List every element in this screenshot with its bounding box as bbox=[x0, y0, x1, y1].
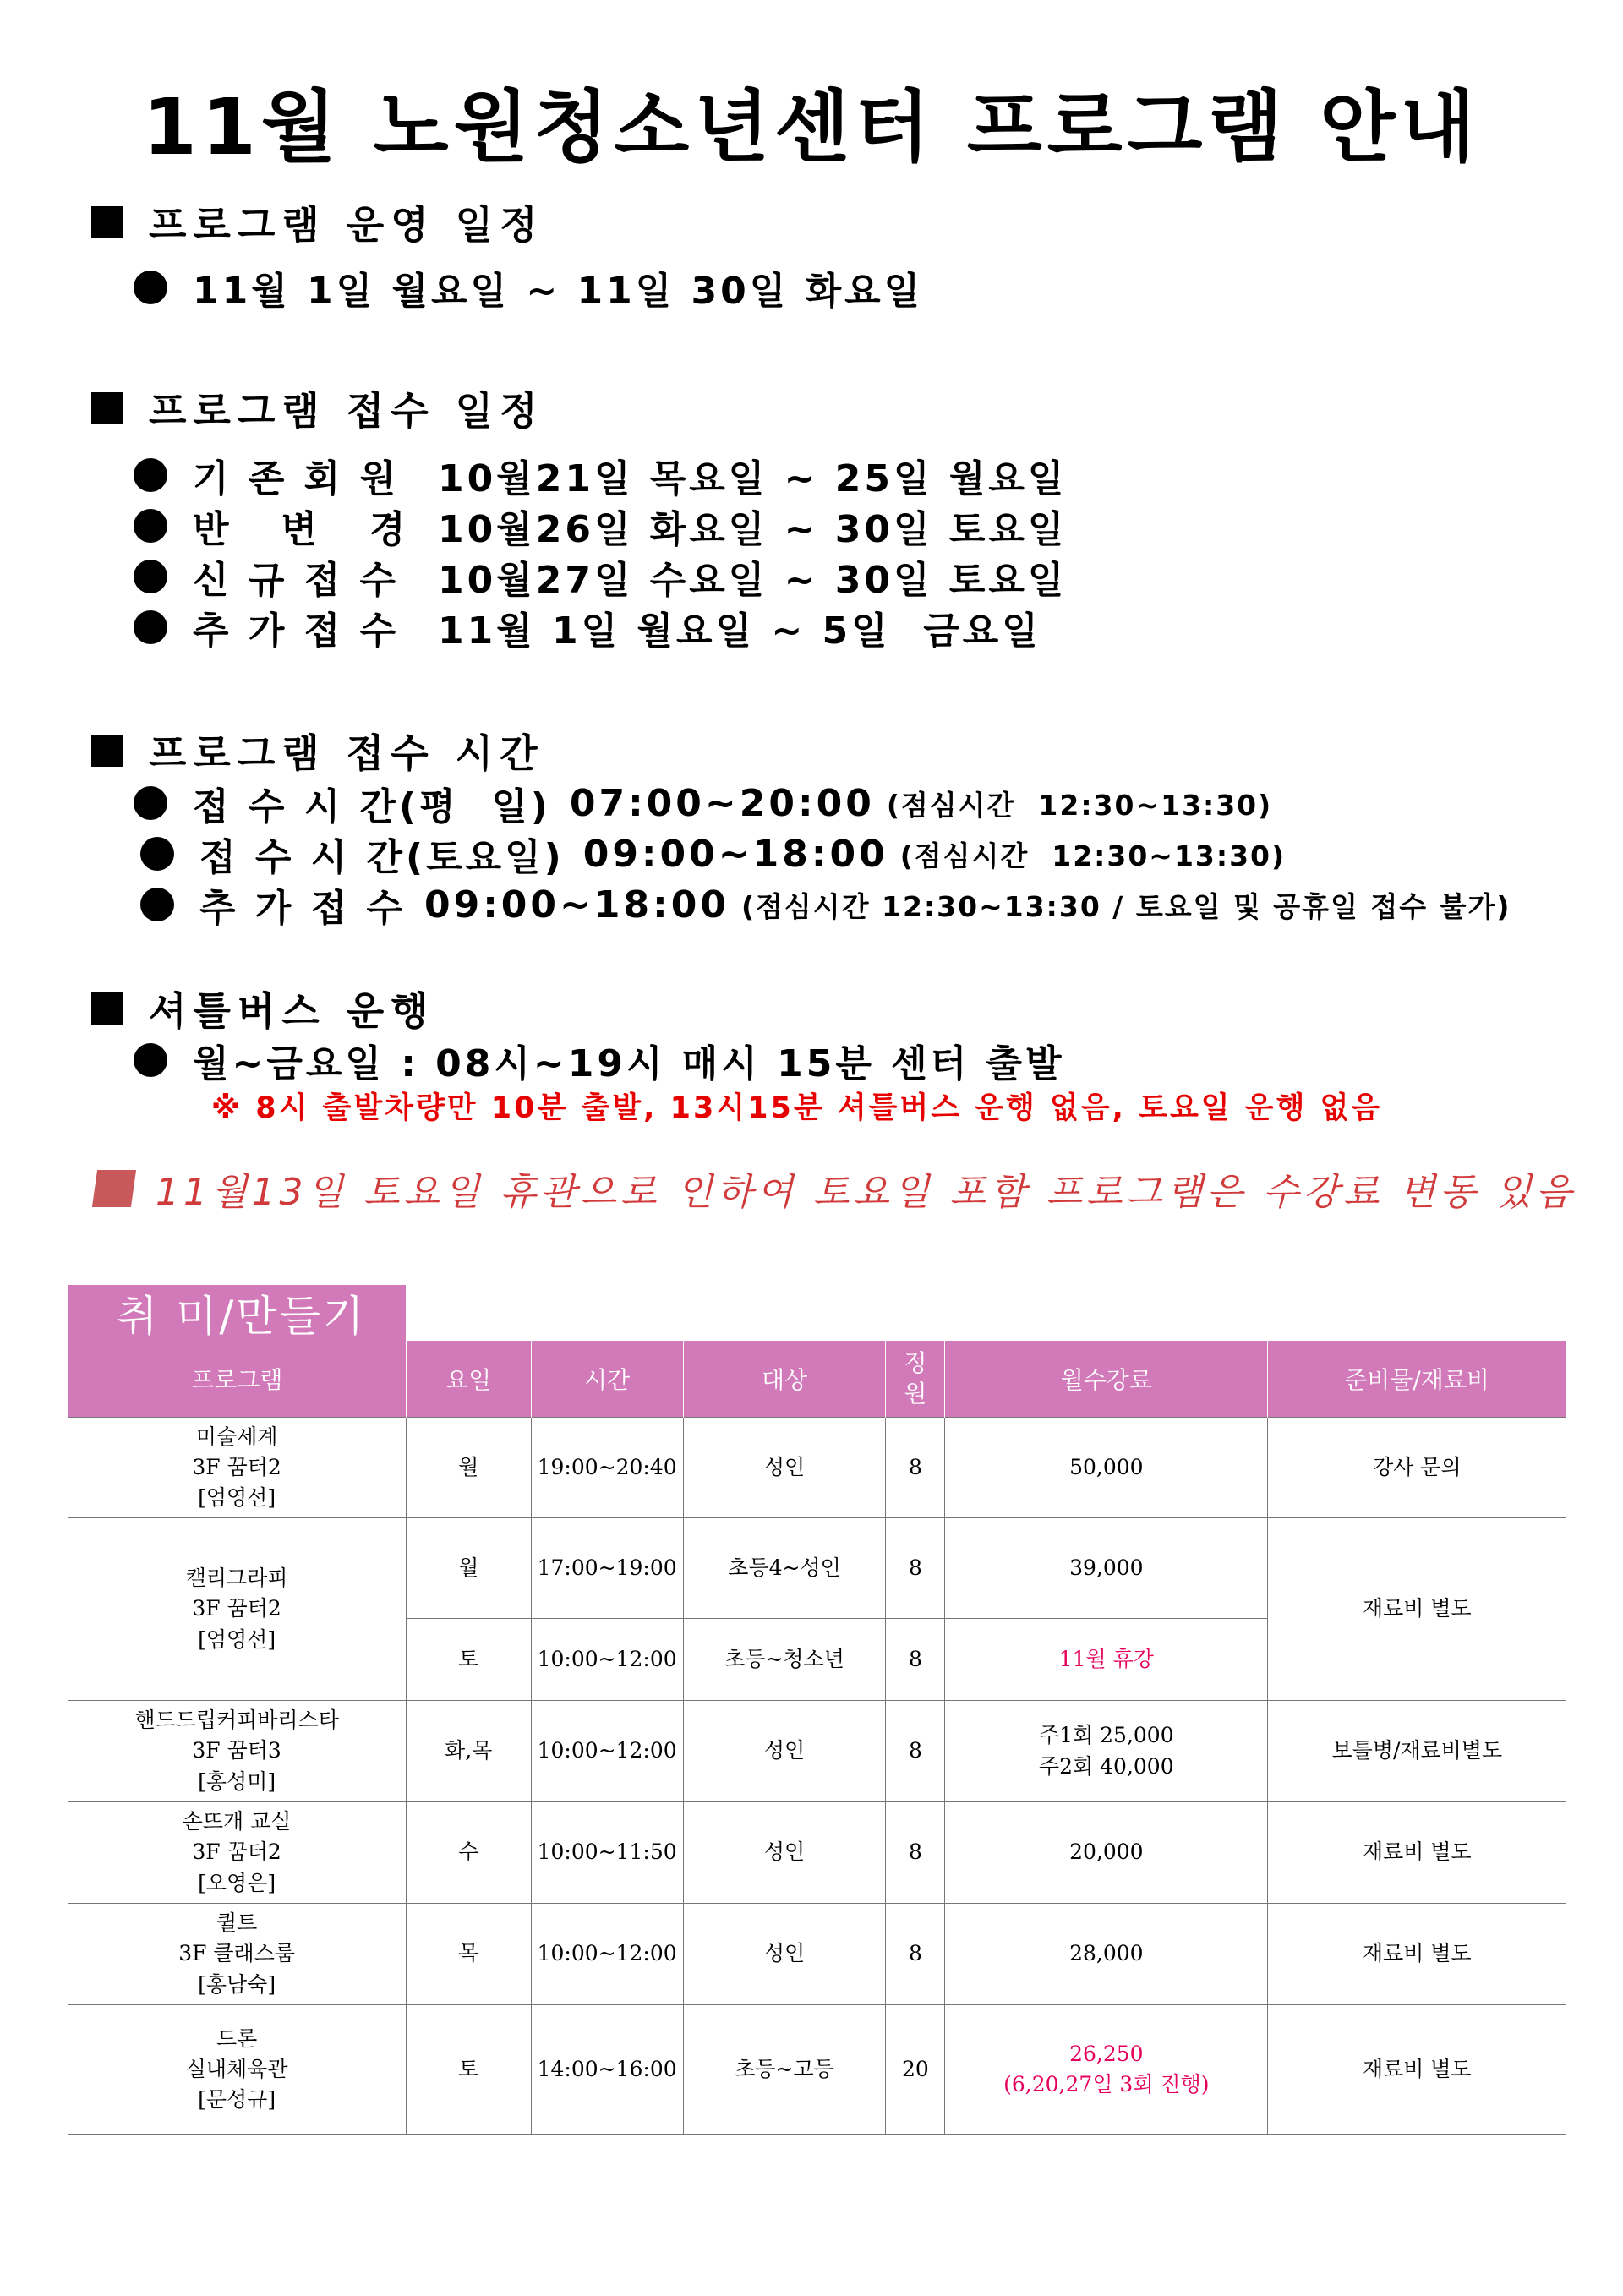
hours-label: 접 수 시 간(평 일) bbox=[193, 785, 551, 828]
cell-time: 10:00~12:00 bbox=[531, 1701, 683, 1802]
cell-day: 토 bbox=[406, 2005, 531, 2135]
square-bullet-icon bbox=[91, 392, 123, 424]
registration-value: 11월 1일 월요일 ~ 5일 금요일 bbox=[438, 610, 1041, 653]
cell-program: 캘리그라피 3F 꿈터2 [엄영선] bbox=[68, 1518, 407, 1701]
cell-program: 드론 실내체육관 [문성규] bbox=[68, 2005, 407, 2135]
hours-note: (점심시간 12:30~13:30) bbox=[899, 839, 1287, 872]
section-heading-shuttle bbox=[91, 981, 435, 1036]
cell-target: 초등~고등 bbox=[683, 2005, 886, 2135]
schedule-item bbox=[134, 260, 923, 314]
cell-program: 퀼트 3F 클래스룸 [홍남숙] bbox=[68, 1904, 407, 2005]
cell-day: 화,목 bbox=[406, 1701, 531, 1802]
cell-time: 10:00~11:50 bbox=[531, 1802, 683, 1904]
schedule-value: 11월 1일 월요일 ~ 11일 30일 화요일 bbox=[193, 270, 924, 313]
header-fee: 월수강료 bbox=[945, 1341, 1268, 1418]
header-materials: 준비물/재료비 bbox=[1268, 1341, 1566, 1418]
cell-program: 미술세계 3F 꿈터2 [엄영선] bbox=[68, 1418, 407, 1518]
cell-target: 성인 bbox=[683, 1418, 886, 1518]
cell-fee: 20,000 bbox=[945, 1802, 1268, 1904]
cell-materials: 보틀병/재료비별도 bbox=[1268, 1701, 1566, 1802]
circle-bullet-icon bbox=[140, 888, 174, 921]
square-bullet-icon bbox=[91, 992, 123, 1025]
cell-materials: 재료비 별도 bbox=[1268, 2005, 1566, 2135]
section-heading-text: 프로그램 접수 일정 bbox=[149, 388, 544, 434]
circle-bullet-icon bbox=[134, 271, 167, 304]
registration-value: 10월21일 목요일 ~ 25일 월요일 bbox=[438, 457, 1068, 500]
table-row bbox=[68, 1802, 1566, 1904]
circle-bullet-icon bbox=[134, 1043, 167, 1077]
cell-time: 17:00~19:00 bbox=[531, 1518, 683, 1619]
table-row bbox=[68, 1418, 1566, 1518]
cell-day: 토 bbox=[406, 1619, 531, 1701]
red-square-icon bbox=[92, 1170, 136, 1207]
circle-bullet-icon bbox=[134, 786, 167, 820]
section-heading-text: 프로그램 접수 시간 bbox=[149, 730, 544, 776]
table-row bbox=[68, 1904, 1566, 2005]
program-table bbox=[68, 1341, 1566, 2135]
cell-capacity: 8 bbox=[886, 1518, 945, 1619]
cell-day: 월 bbox=[406, 1418, 531, 1518]
circle-bullet-icon bbox=[134, 560, 167, 593]
registration-label: 기 존 회 원 bbox=[193, 457, 399, 500]
hours-value: 09:00~18:00 bbox=[424, 883, 730, 927]
square-bullet-icon bbox=[91, 206, 123, 238]
cell-fee: 39,000 bbox=[945, 1518, 1268, 1619]
header-program: 프로그램 bbox=[68, 1341, 407, 1418]
cell-materials: 재료비 별도 bbox=[1268, 1904, 1566, 2005]
registration-label: 반 변 경 bbox=[193, 508, 409, 551]
cell-day: 월 bbox=[406, 1518, 531, 1619]
registration-value: 10월27일 수요일 ~ 30일 토요일 bbox=[438, 559, 1068, 602]
hours-item bbox=[140, 877, 1511, 932]
cell-day: 수 bbox=[406, 1802, 531, 1904]
table-category-tab: 취 미/만들기 bbox=[68, 1285, 406, 1341]
cell-fee: 26,250 (6,20,27일 3회 진행) bbox=[945, 2005, 1268, 2135]
cell-target: 성인 bbox=[683, 1802, 886, 1904]
circle-bullet-icon bbox=[134, 509, 167, 543]
header-time: 시간 bbox=[531, 1341, 683, 1418]
section-heading-text: 셔틀버스 운행 bbox=[149, 988, 435, 1034]
circle-bullet-icon bbox=[134, 458, 167, 492]
section-heading-text: 프로그램 운영 일정 bbox=[149, 202, 544, 248]
hours-note: (점심시간 12:30~13:30) bbox=[886, 788, 1273, 822]
cell-capacity: 8 bbox=[886, 1418, 945, 1518]
holiday-notice bbox=[95, 1162, 1576, 1216]
circle-bullet-icon bbox=[134, 610, 167, 644]
table-row bbox=[68, 2005, 1566, 2135]
cell-program: 핸드드립커피바리스타 3F 꿈터3 [홍성미] bbox=[68, 1701, 407, 1802]
section-heading-schedule bbox=[91, 194, 544, 250]
section-heading-registration bbox=[91, 380, 544, 436]
hours-item bbox=[134, 776, 1272, 830]
table-row bbox=[68, 1701, 1566, 1802]
cell-time: 10:00~12:00 bbox=[531, 1904, 683, 2005]
registration-item bbox=[134, 600, 1041, 654]
cell-fee: 11월 휴강 bbox=[945, 1619, 1268, 1701]
cell-capacity: 8 bbox=[886, 1619, 945, 1701]
shuttle-note: ※ 8시 출발차량만 10분 출발, 13시15분 셔틀버스 운행 없음, 토요일 운행 없음 bbox=[211, 1091, 1383, 1125]
registration-label: 추 가 접 수 bbox=[193, 610, 399, 653]
registration-item bbox=[134, 549, 1067, 604]
square-bullet-icon bbox=[91, 735, 123, 767]
header-target: 대상 bbox=[683, 1341, 886, 1418]
cell-capacity: 8 bbox=[886, 1701, 945, 1802]
holiday-notice-text: 11월13일 토요일 휴관으로 인하여 토요일 포함 프로그램은 수강료 변동 있음 bbox=[156, 1171, 1577, 1214]
header-day: 요일 bbox=[406, 1341, 531, 1418]
cell-target: 초등4~성인 bbox=[683, 1518, 886, 1619]
registration-item bbox=[134, 448, 1067, 502]
cell-day: 목 bbox=[406, 1904, 531, 2005]
registration-item bbox=[134, 499, 1067, 553]
cell-target: 초등~청소년 bbox=[683, 1619, 886, 1701]
page-title: 11월 노원청소년센터 프로그램 안내 bbox=[142, 82, 1481, 172]
hours-item bbox=[140, 827, 1286, 881]
cell-materials: 재료비 별도 bbox=[1268, 1802, 1566, 1904]
cell-target: 성인 bbox=[683, 1904, 886, 2005]
cell-program: 손뜨개 교실 3F 꿈터2 [오영은] bbox=[68, 1802, 407, 1904]
cell-fee: 28,000 bbox=[945, 1904, 1268, 2005]
hours-value: 07:00~20:00 bbox=[569, 781, 875, 825]
registration-label: 신 규 접 수 bbox=[193, 559, 399, 602]
table-row bbox=[68, 1518, 1566, 1619]
cell-time: 19:00~20:40 bbox=[531, 1418, 683, 1518]
cell-time: 10:00~12:00 bbox=[531, 1619, 683, 1701]
hours-label: 추 가 접 수 bbox=[199, 887, 406, 930]
table-header-row bbox=[68, 1341, 1566, 1418]
hours-note: (점심시간 12:30~13:30 / 토요일 및 공휴일 접수 불가) bbox=[740, 889, 1511, 923]
cell-capacity: 20 bbox=[886, 2005, 945, 2135]
hours-value: 09:00~18:00 bbox=[582, 832, 888, 876]
cell-time: 14:00~16:00 bbox=[531, 2005, 683, 2135]
circle-bullet-icon bbox=[140, 837, 174, 871]
cell-materials: 강사 문의 bbox=[1268, 1418, 1566, 1518]
cell-target: 성인 bbox=[683, 1701, 886, 1802]
cell-materials: 재료비 별도 bbox=[1268, 1518, 1566, 1701]
cell-capacity: 8 bbox=[886, 1802, 945, 1904]
hours-label: 접 수 시 간(토요일) bbox=[199, 836, 565, 879]
cell-fee: 주1회 25,000 주2회 40,000 bbox=[945, 1701, 1268, 1802]
cell-capacity: 8 bbox=[886, 1904, 945, 2005]
shuttle-item bbox=[134, 1033, 1064, 1087]
cell-fee: 50,000 bbox=[945, 1418, 1268, 1518]
header-capacity: 정 원 bbox=[886, 1341, 945, 1418]
registration-value: 10월26일 화요일 ~ 30일 토요일 bbox=[438, 508, 1068, 551]
shuttle-value: 월~금요일 : 08시~19시 매시 15분 센터 출발 bbox=[193, 1042, 1065, 1085]
section-heading-hours bbox=[91, 723, 544, 779]
